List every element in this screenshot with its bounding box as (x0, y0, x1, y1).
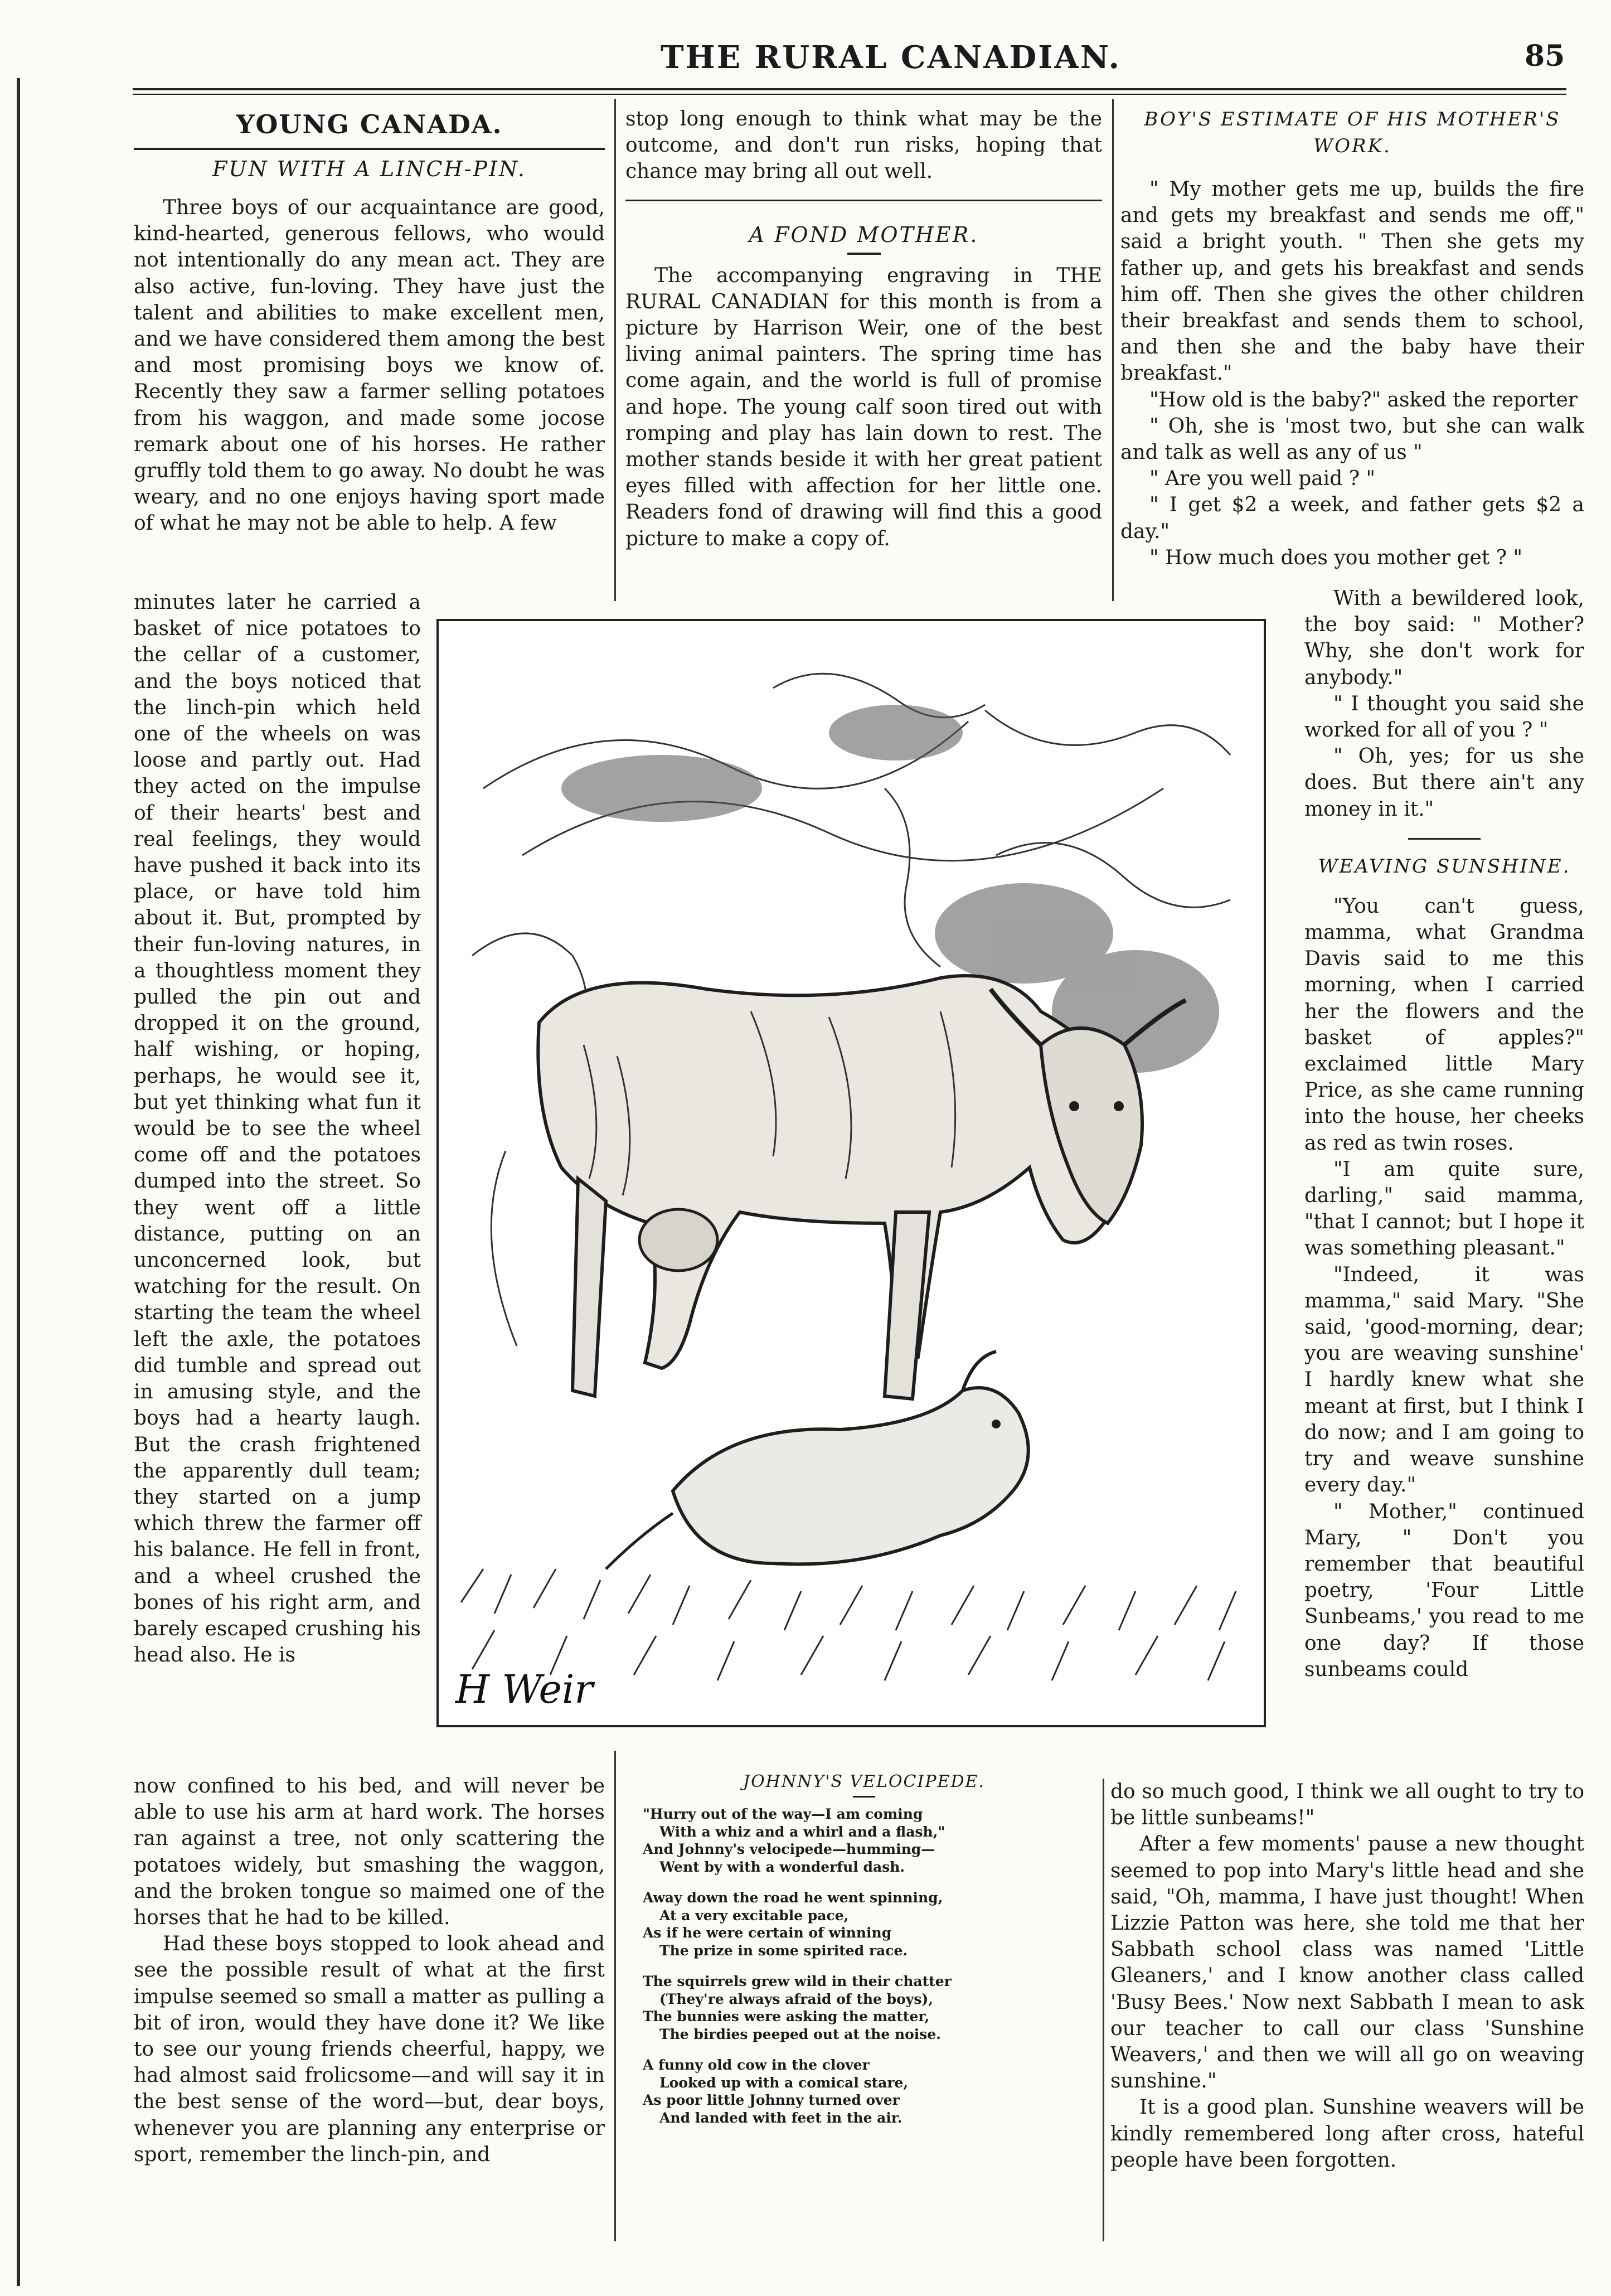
poem-johnnys-velocipede (633, 1772, 1095, 2140)
linch-pin-continued: stop long enough to think what may be the outcome, and don't run risks, hoping that chance may bring all out well. (625, 108, 1102, 183)
title-underline (847, 253, 881, 255)
boys-paragraph-8: " I thought you said she worked for all of you ? " (1304, 692, 1584, 742)
poem-line: As poor little Johnny turned over (643, 2092, 900, 2108)
engraving-signature: H Weir (455, 1667, 593, 1712)
column-1 (134, 109, 605, 537)
weaving-paragraph-6: It is a good plan. Sunshine weavers will be kindly remembered long after cross, hateful people have been forgotten. (1110, 2096, 1584, 2172)
weaving-paragraph-4: " Mother," continued Mary, " Don't you remember that beautiful poetry, 'Four Little Sunbeams,' you read to me one day? If those sunbeams could (1304, 1500, 1584, 1681)
column-rule-3 (614, 1751, 616, 2241)
masthead-rule-bottom (133, 94, 1566, 95)
poem-stanza-4 (633, 2056, 1095, 2127)
poem-line: A funny old cow in the clover (643, 2057, 870, 2073)
cow-and-calf-engraving (436, 619, 1266, 1727)
engraving-illustration (439, 621, 1264, 1725)
article-title-boys-estimate-line2: WORK. (1313, 135, 1391, 157)
linch-pin-paragraph-2: Had these boys stopped to look ahead and see the possible result of what at the first impulse seemed so small a matter as pulling a bit of iron, would they have done it? We like to see our young friends cheerful, happy, we had almost said frolicsome—and will say it in the best sense of the word—but, dear boys, whenever you are planning any enterprise or sport, remember the linch-pin, and (134, 1932, 605, 2166)
poem-line: As if he were certain of winning (643, 1925, 892, 1941)
weaving-paragraph-4-end: do so much good, I think we all ought to try to be little sunbeams!" (1110, 1780, 1584, 1830)
separator-rule (625, 200, 1102, 201)
boys-paragraph-7: With a bewildered look, the boy said: " Mother? Why, she don't work for anybody." (1304, 587, 1584, 689)
weaving-paragraph-5: After a few moments' pause a new thought seemed to pop into Mary's little head and she said, "Oh, mamma, I have just thought! When Lizzie Patton was here, she told me that her Sabbath school class was named 'Little Gleaners,' and I know another class called 'Busy Bees.' Now next Sabbath I mean to ask our teacher to call our class 'Sunshine Weavers,' and then we will all go on weaving sunshine." (1110, 1833, 1584, 2093)
poem-line: The bunnies were asking the matter, (643, 2008, 930, 2024)
column-rule-2 (1112, 99, 1114, 601)
poem-line: Away down the road he went spinning, (643, 1890, 943, 1906)
poem-stanza-3 (633, 1973, 1095, 2043)
poem-stanza-1 (633, 1805, 1095, 1876)
column-1-narrow (134, 589, 421, 1668)
separator-rule-2 (1408, 838, 1481, 840)
boys-paragraph-9: " Oh, yes; for us she does. But there ain't any money in it." (1304, 745, 1584, 821)
column-1-bottom (134, 1773, 605, 2168)
column-3 (1120, 106, 1584, 571)
column-rule-1 (614, 99, 616, 601)
article-title-boys-estimate-line1: BOY'S ESTIMATE OF HIS MOTHER'S (1144, 108, 1561, 130)
poem-line: With a whiz and a whirl and a flash," (659, 1823, 945, 1840)
masthead-rule-top (133, 88, 1566, 90)
masthead (0, 39, 1611, 78)
weaving-paragraph-1: "You can't guess, mamma, what Grandma Davis said to me this morning, when I carried her the flowers and the basket of apples?" exclaimed little Mary Price, as she came running into the house, her cheeks as red as twin roses. (1304, 894, 1584, 1155)
poem-stanza-2 (633, 1889, 1095, 1959)
weaving-paragraph-2: "I am quite sure, darling," said mamma, "that I cannot; but I hope it was something pleasant." (1304, 1157, 1584, 1260)
binding-edge (17, 78, 20, 2286)
boys-paragraph-5: " I get $2 a week, and father gets $2 a day." (1120, 493, 1584, 543)
page-number: 85 (1525, 39, 1565, 73)
linch-pin-paragraph-1-cont: minutes later he carried a basket of nice potatoes to the cellar of a customer, and the boys noticed that the linch-pin which held one of the wheels on was loose and partly out. Had they acted on the impulse of their hearts' best and real feelings, they would have pushed it back into its place, or have told him about it. But, prompted by their fun-loving natures, in a thoughtless moment they pulled the pin out and dropped it on the ground, half wishing, or hoping, perhaps, he would see it, but yet thinking what fun it would be to see the wheel come off and the potatoes dumped into the street. So they went off a little distance, putting on an unconcerned look, but watching for the result. On starting the team the wheel left the axle, the potatoes did tumble and spread out in amusing style, and the boys had a hearty laugh. But the crash frightened the apparently dull team; they started on a jump which threw the farmer off his balance. He fell in front, and a wheel crushed the bones of his right arm, and barely escaped crushing his head also. He is (134, 591, 421, 1667)
column-rule-4 (1103, 1779, 1104, 2241)
poem-line: And Johnny's velocipede—humming— (643, 1841, 935, 1857)
boys-paragraph-2: "How old is the baby?" asked the reporter (1149, 388, 1578, 411)
article-title-fond-mother: A FOND MOTHER. (749, 222, 979, 247)
poem-line: The birdies peeped out at the noise. (659, 2026, 941, 2042)
column-3-narrow (1304, 585, 1584, 1683)
linch-pin-paragraph-1: Three boys of our acquaintance are good, kind-hearted, generous fellows, who would not intentionally do any mean act. They are also active, fun-loving. They have just the talent and abilities to make excellent men, and we have considered them among the best and most promising boys we know of. Recently they saw a farmer selling potatoes from his waggon, and made some jocose remark about one of his horses. He rather gruffly told them to go away. No doubt he was weary, and no one enjoys having sport made of what he may not be able to help. A few (134, 196, 605, 535)
boys-paragraph-3: " Oh, she is 'most two, but she can walk and talk as well as any of us " (1120, 414, 1584, 464)
boys-paragraph-4: " Are you well paid ? " (1149, 467, 1375, 491)
article-title-weaving-sunshine: WEAVING SUNSHINE. (1318, 855, 1571, 878)
section-heading-rule (134, 148, 605, 150)
poem-title: JOHNNY'S VELOCIPEDE. (743, 1772, 985, 1791)
column-3-bottom (1110, 1779, 1584, 2173)
boys-paragraph-6: " How much does you mother get ? " (1149, 546, 1523, 569)
article-title-linch-pin: FUN WITH A LINCH-PIN. (212, 157, 526, 181)
section-heading: YOUNG CANADA. (236, 109, 503, 139)
weaving-paragraph-3: "Indeed, it was mamma," said Mary. "She said, 'good-morning, dear; you are weaving sunshine' I hardly knew what she meant at first, but I think I do now; and I am going to try and weave sunshine every day." (1304, 1263, 1584, 1497)
poem-title-rule (853, 1796, 875, 1798)
poem-line: The prize in some spirited race. (659, 1942, 908, 1959)
poem-line: The squirrels grew wild in their chatter (643, 1973, 952, 1989)
boys-paragraph-1: " My mother gets me up, builds the fire and gets my breakfast and sends me off," said a bright youth. " Then she gets my father up, and gets his breakfast and sends him off. Then she gives the other children their breakfast and sends them to school, and then she and the baby have their breakfast." (1120, 178, 1584, 385)
poem-line: "Hurry out of the way—I am coming (643, 1806, 923, 1822)
column-2 (625, 106, 1102, 552)
poem-line: Looked up with a comical stare, (659, 2074, 909, 2091)
newspaper-title: THE RURAL CANADIAN. (661, 39, 1121, 76)
poem-line: (They're always afraid of the boys), (659, 1990, 933, 2007)
poem-body (633, 1805, 1095, 2127)
poem-line: And landed with feet in the air. (659, 2109, 902, 2126)
poem-line: At a very excitable pace, (659, 1907, 849, 1924)
linch-pin-paragraph-1-end: now confined to his bed, and will never be able to use his arm at hard work. The horses ran against a tree, not only scattering the potatoes widely, but smashing the waggon, and the broken tongue so maimed one of the horses that he had to be killed. (134, 1775, 605, 1930)
fond-mother-body: The accompanying engraving in THE RURAL CANADIAN for this month is from a picture by Harrison Weir, one of the best living animal painters. The spring time has come again, and the world is full of promise and hope. The young calf soon tired out with romping and play has lain down to rest. The mother stands beside it with her great patient eyes filled with affection for her little one. Readers fond of drawing will find this a good picture to make a copy of. (625, 264, 1102, 550)
poem-line: Went by with a wonderful dash. (659, 1858, 905, 1875)
